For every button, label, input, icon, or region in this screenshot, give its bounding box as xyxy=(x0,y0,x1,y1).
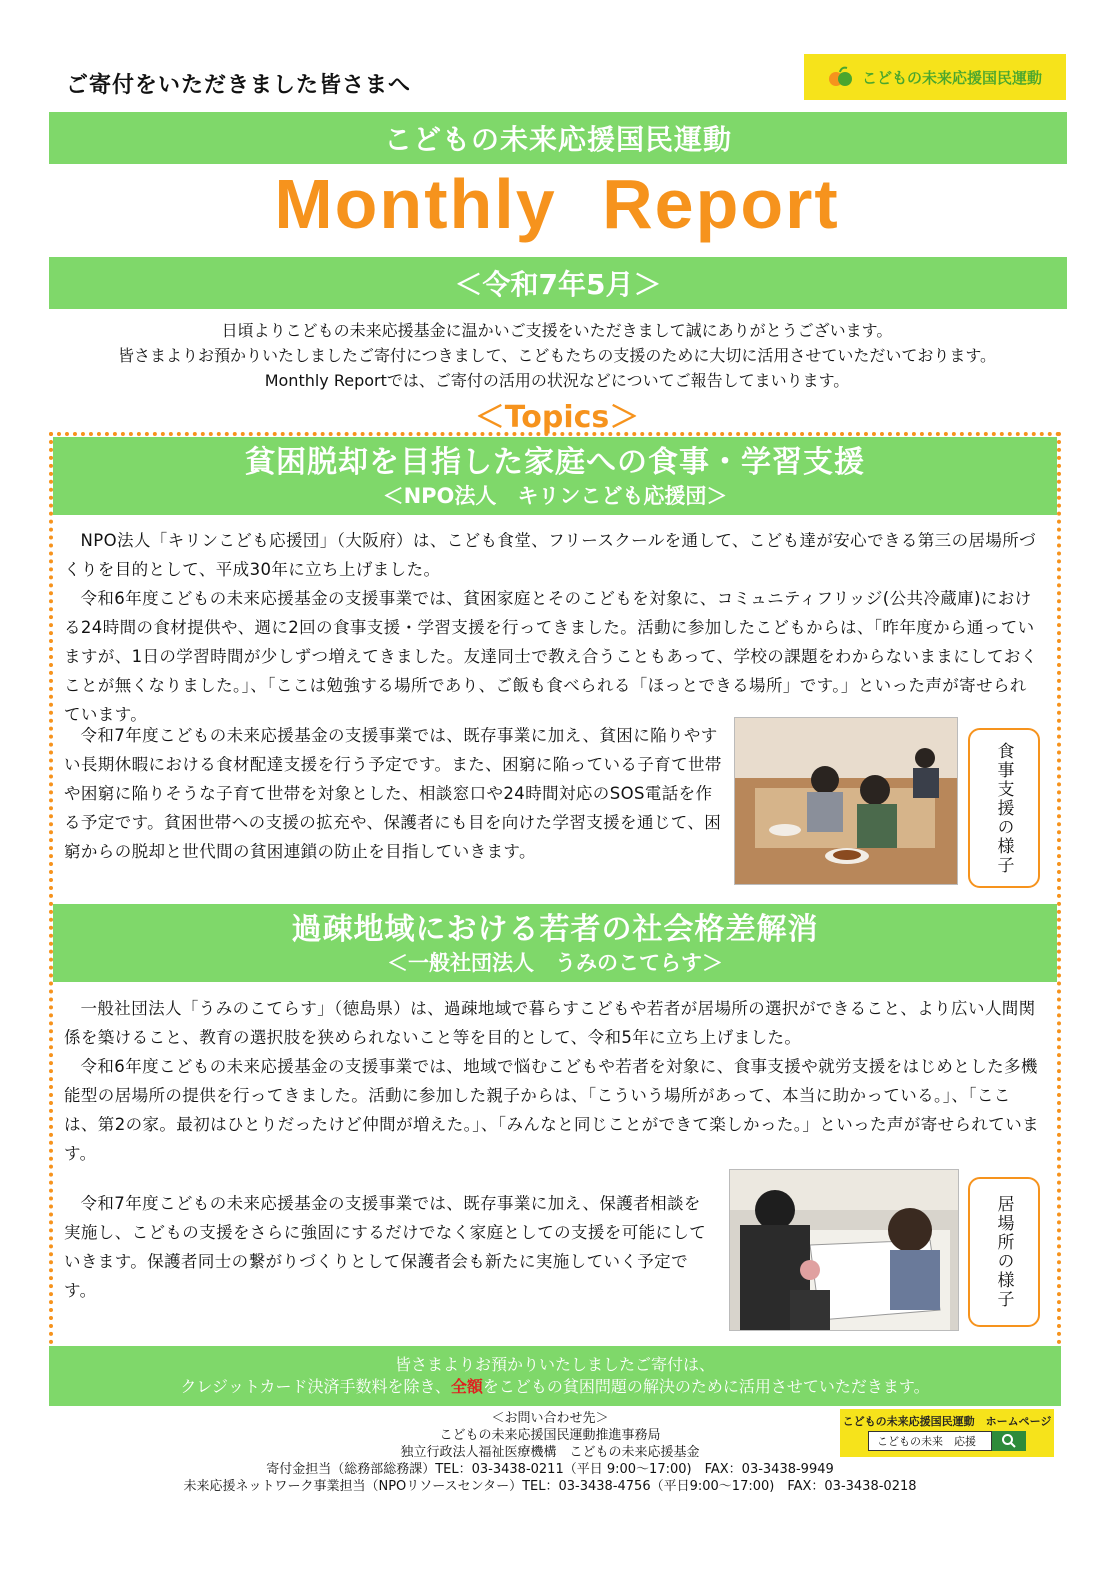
report-title: Monthly Report xyxy=(274,165,840,243)
homepage-search-button[interactable] xyxy=(992,1431,1026,1451)
homepage-search-input[interactable]: こどもの未来 応援 xyxy=(868,1431,992,1451)
section-body-narrow xyxy=(64,721,724,866)
contact-line: 寄付金担当（総務部総務課）TEL：03-3438-0211（平日 9:00～17:00) FAX：03-3438-9949 xyxy=(266,1462,834,1477)
contact-info xyxy=(150,1410,950,1495)
note-text: クレジットカード決済手数料を除き、 xyxy=(180,1377,451,1396)
paragraph: NPO法人「キリンこども応援団」（大阪府）は、こども食堂、フリースクールを通して、こども達が安心できる第三の居場所づくりを目的として、平成30年に立ち上げました。 xyxy=(64,531,1037,579)
gathering-place-photo xyxy=(729,1169,959,1331)
logo-fruit-icon xyxy=(828,66,854,88)
homepage-label: こどもの未来応援国民運動 ホームページ xyxy=(842,1415,1052,1428)
campaign-title-band xyxy=(49,112,1067,164)
greeting-heading: ご寄付をいただきました皆さまへ xyxy=(66,73,412,98)
report-date: ＜令和7年5月＞ xyxy=(454,268,662,301)
section-title: 貧困脱却を目指した家庭への食事・学習支援 xyxy=(245,445,865,480)
homepage-search-box[interactable] xyxy=(840,1409,1054,1457)
topics-heading: ＜Topics＞ xyxy=(474,400,640,435)
logo-text: こどもの未来応援国民運動 xyxy=(861,68,1042,87)
paragraph: 令和6年度こどもの未来応援基金の支援事業では、地域で悩むこどもや若者を対象に、食事支援や就労支援をはじめとした多機能型の居場所の提供を行ってきました。活動に参加した親子からは、「こういう場所があって、本当に助かっている。」、「ここは、第2の家。最初はひとりだったけど仲間が増えた。」、「みんなと同じことができて楽しかった。」といった声が寄せられています。 xyxy=(64,1057,1039,1163)
paragraph: 一般社団法人「うみのこてらす」（徳島県）は、過疎地域で暮らすこどもや若者が居場所の選択ができること、より広い人間関係を築けること、教育の選択肢を狭められないこと等を目的として、令和5年に立ち上げました。 xyxy=(64,999,1036,1047)
section-body xyxy=(64,526,1040,729)
section-subtitle: ＜NPO法人 キリンこども応援団＞ xyxy=(382,484,728,508)
donation-note-line: 皆さまよりお預かりいたしましたご寄付は、 xyxy=(394,1355,715,1374)
section-title: 過疎地域における若者の社会格差解消 xyxy=(291,912,819,947)
intro-line: 皆さまよりお預かりいたしましたご寄付につきまして、こどもたちの支援のために大切に活用させていただいております。 xyxy=(117,346,997,365)
donation-note-line xyxy=(49,1376,1061,1398)
contact-heading: ＜お問い合わせ先＞ xyxy=(491,1411,609,1426)
magnifier-icon xyxy=(1001,1433,1017,1449)
section-header xyxy=(53,437,1057,515)
caption-text: 食事支援の様子 xyxy=(993,741,1014,875)
meal-support-photo xyxy=(734,717,958,885)
photo-caption xyxy=(968,1177,1040,1327)
intro-line: 日頃よりこどもの未来応援基金に温かいご支援をいただきまして誠にありがとうございます。 xyxy=(221,321,893,340)
contact-org: こどもの未来応援国民運動推進事務局 xyxy=(439,1428,661,1443)
photo-caption xyxy=(968,728,1040,888)
donation-note-band xyxy=(49,1346,1061,1406)
paragraph: 令和7年度こどもの未来応援基金の支援事業では、既存事業に加え、保護者相談を実施し、こどもの支援をさらに強固にするだけでなく家庭としての支援を可能にしていきます。保護者同士の繋がりづくりとして保護者会も新たに実施していく予定です。 xyxy=(64,1194,707,1300)
section-header xyxy=(53,904,1057,982)
contact-org: 独立行政法人福祉医療機構 こどもの未来応援基金 xyxy=(400,1445,700,1460)
note-text: をこどもの貧困問題の解決のために活用させていただきます。 xyxy=(482,1377,930,1396)
section-body-narrow xyxy=(64,1189,716,1305)
section-subtitle: ＜一般社団法人 うみのこてらす＞ xyxy=(387,951,723,975)
paragraph: 令和7年度こどもの未来応援基金の支援事業では、既存事業に加え、貧困に陥りやすい長期休暇における食材配達支援を行う予定です。また、困窮に陥っている子育て世帯や困窮に陥りそうな子育て世帯を対象とした、相談窓口や24時間対応のSOS電話を作る予定です。貧困世帯への支援の拡充や、保護者にも目を向けた学習支援を通じて、困窮からの脱却と世代間の貧困連鎖の防止を目指していきます。 xyxy=(64,726,722,861)
caption-text: 居場所の様子 xyxy=(993,1195,1014,1309)
campaign-title: こどもの未来応援国民運動 xyxy=(383,123,732,156)
intro-line: Monthly Reportでは、ご寄付の活用の状況などについてご報告してまいります。 xyxy=(264,371,850,390)
contact-line: 未来応援ネットワーク事業担当（NPOリソースセンター）TEL：03-3438-4756（平日9:00～17:00) FAX：03-3438-0218 xyxy=(183,1479,917,1494)
intro-text xyxy=(40,318,1074,393)
date-band xyxy=(49,257,1067,309)
campaign-logo[interactable] xyxy=(804,54,1066,100)
note-highlight: 全額 xyxy=(450,1377,483,1396)
section-body xyxy=(64,994,1040,1168)
paragraph: 令和6年度こどもの未来応援基金の支援事業では、貧困家庭とそのこどもを対象に、コミュニティフリッジ(公共冷蔵庫)における24時間の食材提供や、週に2回の食事支援・学習支援を行ってきました。活動に参加したこどもからは、「昨年度から通っていますが、1日の学習時間が少しずつ増えてきました。友達同士で教え合うこともあって、学校の課題をわからないままにしておくことが無くなりました。」、「ここは勉強する場所であり、ご飯も食べられる「ほっとできる場所」です。」といった声が寄せられています。 xyxy=(64,589,1038,724)
